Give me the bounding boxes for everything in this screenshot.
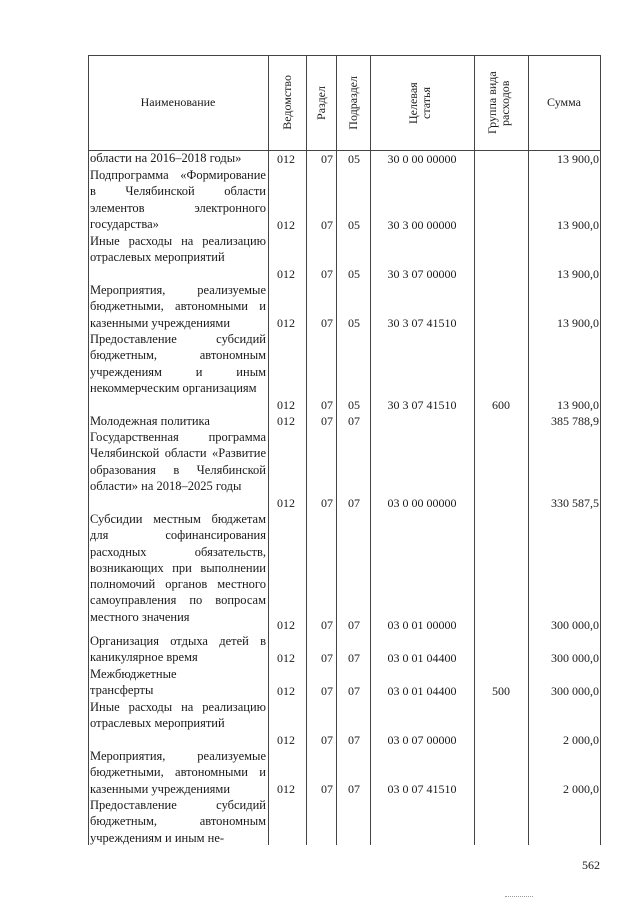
page-number: 562 [582,858,600,872]
table-row: Организация отдыха детей в каникулярное время 012 07 07 03 0 01 04400 300 000,0 [90,634,599,665]
header-celevaya: Целевая статья [406,81,433,124]
table-row: Государственная программа Челябинской области «Развитие образования в Челябинской области» на 2018–2025 годы 012 07 07 03 0 00 00000 330 587,5 [90,430,599,510]
budget-table [88,55,601,845]
header-summa: Сумма [547,95,581,109]
header-name: Наименование [140,95,216,109]
table-row: Межбюджетные трансферты 012 07 07 03 0 01 04400 500 300 000,0 [90,667,599,698]
table-row: Иные расходы на реализацию отраслевых мероприятий 012 07 05 30 3 07 00000 13 900,0 [90,234,599,281]
table-row: Подпрограмма «Формирование в Челябинской области элементов электронного государства» 012 07 05 30 3 00 00000 13 900,0 [90,168,599,232]
header-podrazdel: Подраздел [345,75,360,130]
header-razdel: Раздел [313,85,328,120]
header-gruppa: Группа вида расходов [485,71,512,134]
header-vedomstvo: Ведомство [279,75,294,130]
table-row: Предоставление субсидий бюджетным, автономным учреждениям и иным некоммерческим организациям 012 07 05 30 3 07 41510 600 13 900,0 [90,332,599,412]
table-row: Иные расходы на реализацию отраслевых мероприятий 012 07 07 03 0 07 00000 2 000,0 [90,700,599,747]
table-row: Молодежная политика 012 07 07 385 788,9 [90,414,599,428]
table-row: области на 2016–2018 годы» 012 07 05 30 0 00 00000 13 900,0 [90,151,599,166]
table-row: Субсидии местным бюджетам для софинансирования расходных обязательств, возникающих при выполнении полномочий органов местного самоуправления по вопросам местного значения 012 07 07 03 0 01 00000 300 000,0 [90,512,599,632]
scan-artifact [505,896,533,897]
table-row: Мероприятия, реализуемые бюджетными, автономными и казенными учреждениями 012 07 05 30 3 07 41510 13 900,0 [90,283,599,330]
table-row: Мероприятия, реализуемые бюджетными, автономными и казенными учреждениями 012 07 07 03 0 07 41510 2 000,0 [90,749,599,796]
table-row: Предоставление субсидий бюджетным, автономным учреждениям и иным не- [90,798,266,845]
